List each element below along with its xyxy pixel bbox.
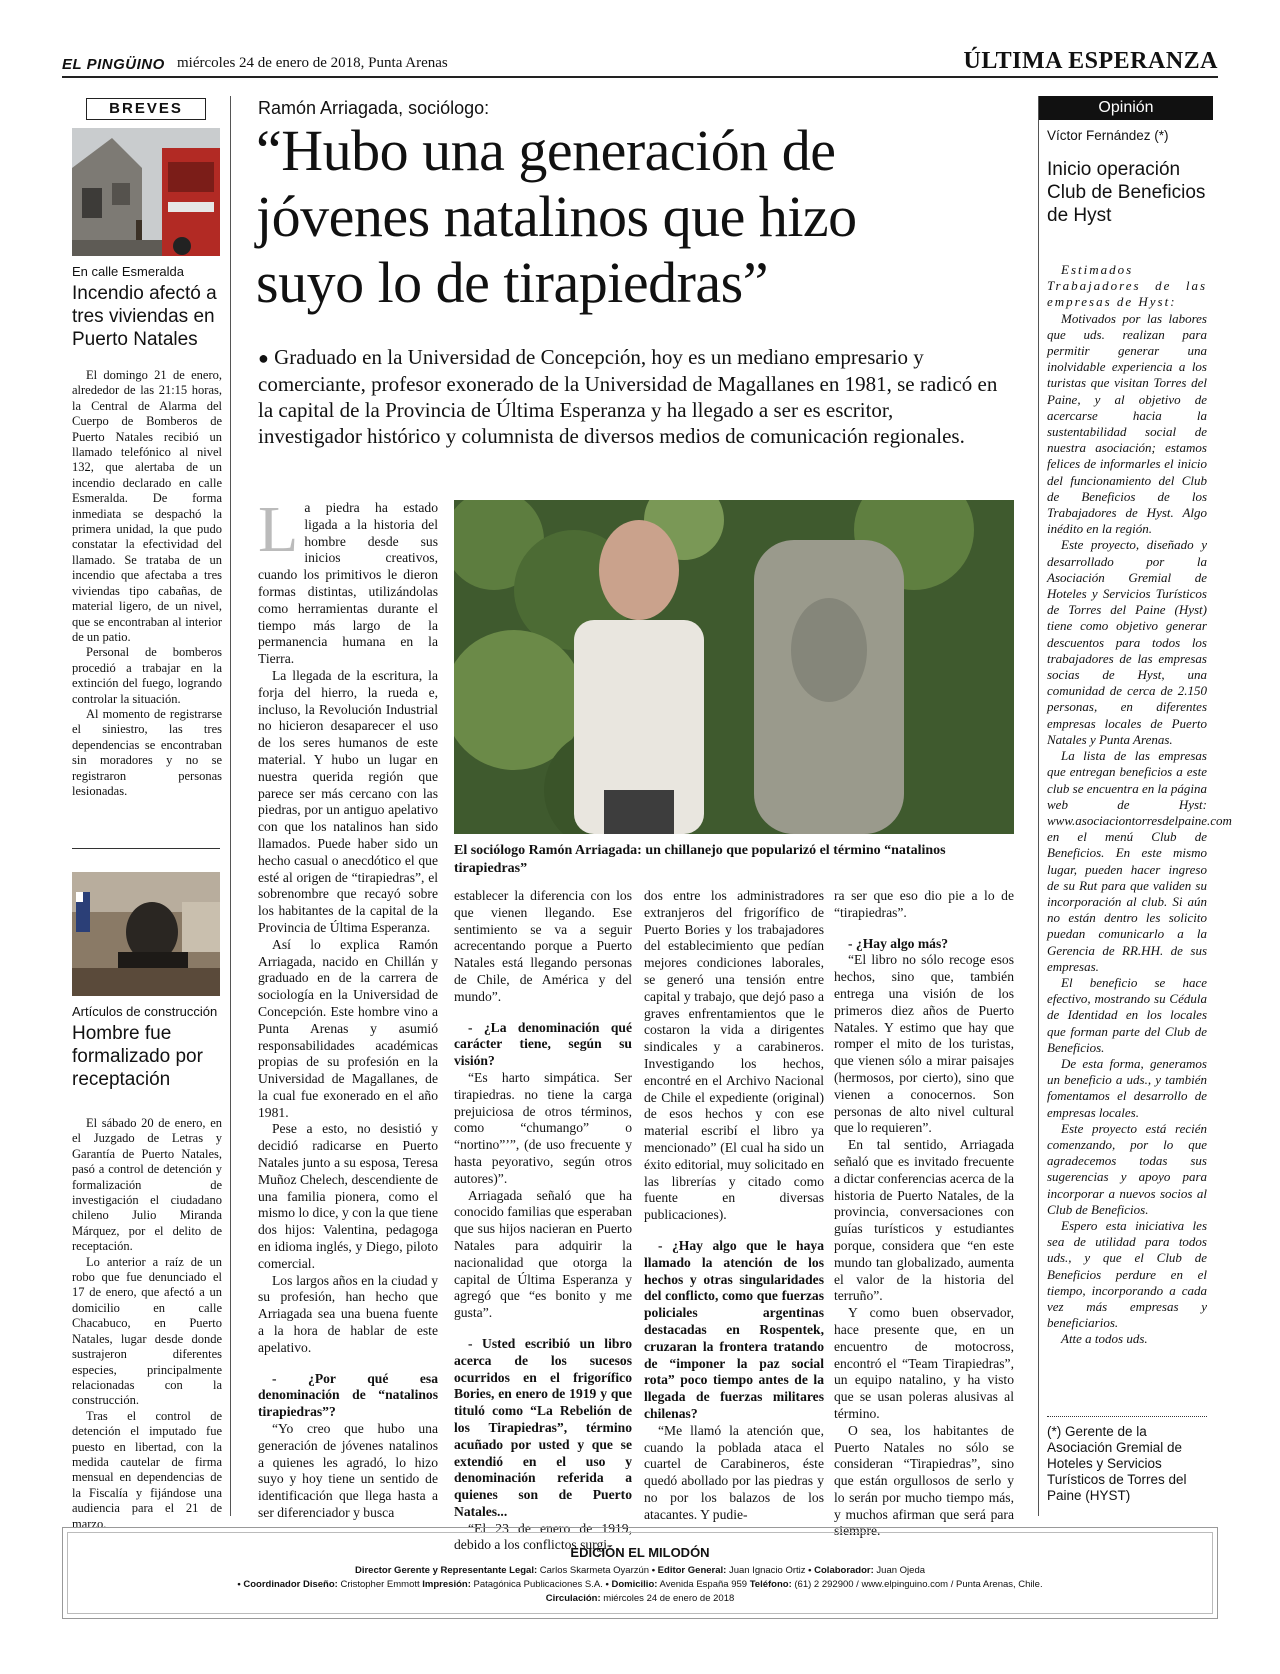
credit-label: Circulación: <box>545 1593 601 1604</box>
article-paragraph: Los largos años en la ciudad y su profesión, han hecho que Arriagada sea una buena fuente a la hora de hablar de este apelativo. <box>258 1272 438 1355</box>
opinion-paragraph: La lista de las empresas que entregan beneficios a este club se encuentra en la página web de Hyst: www.asociaciontorresdelpaine.com en el menú Club de Beneficios. En este mismo lugar, pueden hacer ingreso de su Rut para que validen su incorporación al club. Si aún no están dentro les solicito puedan comunicarlo a la Gerencia de RR.HH. de sus empresas. <box>1047 748 1232 974</box>
credit-label: • Colaborador: <box>808 1565 874 1576</box>
opinion-paragraph: Espero esta iniciativa les sea de utilidad para todos uds., y que el Club de Beneficios perdure en el tiempo, incorporando a cada vez más empresas y beneficiarios. <box>1047 1217 1207 1331</box>
brief1-kicker: En calle Esmeralda <box>72 264 184 279</box>
interview-question: - ¿Hay algo más? <box>848 935 949 951</box>
interview-answer: “Me llamó la atención que, cuando la poblada ataca el cuartel de Carabineros, éste quedó abollado por las piedras y no por los balazos de los atacantes. Y pudie- <box>644 1422 824 1522</box>
newspaper-logo: EL PINGÜINO <box>62 56 165 73</box>
opinion-label: Opinión <box>1039 96 1213 120</box>
credit-value: Cristopher Emmott <box>340 1579 420 1590</box>
article-paragraph: dos entre los administradores extranjeros del frigorífico de Puerto Bories y los trabajadores del establecimiento que pedían mejores condiciones laborales, se generó una tensión entre capital y trabajo, que dejó paso a graves enfrentamientos que le costaron la vida a dirigentes sindicales y a carabineros. Investigando los hechos, encontré en el Archivo Nacional de Chile el expediente (original) de esos hechos y con ese material escribí el libro ya mencionado” (El cual ha sido un éxito editorial, muy solicitado en las librerías y citado como fuente en diversas publicaciones). <box>644 888 824 1223</box>
portrait-image <box>454 500 1014 834</box>
brief2-headline: Hombre fue formalizado por receptación <box>72 1023 203 1090</box>
credits-line-3 <box>68 1593 1212 1604</box>
article-paragraph: En tal sentido, Arriagada señaló que es invitado frecuente a dictar conferencias acerca de la historia de Puerto Natales, de la provincia, conversaciones con guías turísticos y estudiantes porque, considera que “en este mundo tan globalizado, aumenta el valor de la historia del terruño”. <box>834 1137 1014 1304</box>
interview-question: - ¿Hay algo que le haya llamado la atención de los hechos y otras singularidades del conflicto, como que fuerzas policiales argentinas destacadas en Rospentek, cruzaran la frontera tratando de “imponer la paz social rota” poco tiempo antes de la llegada de fuerzas militares chilenas? <box>644 1237 824 1421</box>
dateline: miércoles 24 de enero de 2018, Punta Arenas <box>177 55 448 71</box>
breves-column <box>62 96 231 1531</box>
brief1-headline: Incendio afectó a tres viviendas en Puerto Natales <box>72 283 217 350</box>
divider <box>72 848 220 849</box>
brief2-paragraph: Lo anterior a raíz de un robo que fue denunciado el 17 de enero, que afectó a un domicilio en calle Chacabuco, en Puerto Natales, lugar desde donde sustrajeron diferentes especies, principalmente relacionadas con la construcción. <box>72 1254 222 1408</box>
credits-inner <box>67 1532 1213 1614</box>
credit-value: Carlos Skarmeta Oyarzún <box>539 1565 650 1576</box>
opinion-body <box>1047 262 1232 1348</box>
opinion-paragraph: El beneficio se hace efectivo, mostrando su Cédula de Identidad en los locales que forman parte del Club de Beneficios. <box>1047 974 1207 1055</box>
courtroom-image <box>72 872 220 996</box>
article-paragraph: La llegada de la escritura, la forja del hierro, la rueda e, incluso, la Revolución Industrial no hicieron desaparecer el uso de los seres humanos de este material. Y hubo un lugar en nuestra querida región que parece ser más cercano con las piedras, por un antiguo apelativo con que los natalinos han sido llamados. Puede haber sido un hecho casual o anecdótico el que esté al origen de “tirapiedras”, el sobrenombre que recayó sobre los habitantes de la capital de la Provincia de Última Esperanza. <box>258 667 438 935</box>
credit-value: Patagónica Publicaciones S.A. <box>473 1579 603 1590</box>
courtroom-photo <box>72 872 220 996</box>
credits-line-1 <box>68 1565 1212 1576</box>
deck-text: Graduado en la Universidad de Concepción, hoy es un mediano empresario y comerciante, profesor exonerado de la Universidad de Magallanes en 1981, se radicó en la capital de la Provincia de Última Esperanza y ha llegado a ser es escritor, investigador histórico y columnista de diversos medios de comunicación regionales. <box>258 345 998 448</box>
article-headline: “Hubo una generación de jóvenes natalinos que hizo suyo lo de tirapiedras” <box>256 118 857 315</box>
article-column-4 <box>834 888 1014 1540</box>
opinion-footnote: (*) Gerente de la Asociación Gremial de Hoteles y Servicios Turísticos de Torres del Paine (HYST) <box>1047 1424 1187 1503</box>
article-paragraph: Arriagada señaló que ha conocido familias que esperaban que sus hijos nacieran en Puerto Natales para adquirir la nacionalidad que otorga la capital de Última Esperanza y agregó que “es bonito y me gusta”. <box>454 1187 632 1321</box>
fire-photo <box>72 128 220 256</box>
brief2-body <box>72 1116 222 1532</box>
opinion-paragraph: Este proyecto, diseñado y desarrollado por la Asociación Gremial de Hoteles y Servicios Turísticos de Torres del Paine (Hyst) tiene como objetivo generar descuentos para todos los trabajadores de las empresas socias de Hyst, una comunidad de cerca de 2.150 personas, en diferentes empresas locales de Puerto Natales y Punta Arenas. <box>1047 537 1207 747</box>
opinion-paragraph: Motivados por las labores que uds. realizan para permitir generar una inolvidable experiencia a los turistas que visitan Torres del Paine, y al objetivo de acercarse hacia la sustentabilidad social de nuestra asociación; estamos felices de informarles el inicio del funcionamiento del Club de Beneficios de los Trabajadores de Hyst. Algo inédito en la región. <box>1047 310 1207 537</box>
edition-title: EDICIÓN EL MILODÓN <box>570 1545 710 1560</box>
article-column-2 <box>454 888 632 1554</box>
divider <box>1047 1416 1207 1417</box>
opinion-headline: Inicio operación Club de Beneficios de Hyst <box>1047 159 1206 226</box>
brief2-paragraph: El sábado 20 de enero, en el Juzgado de Letras y Garantía de Puerto Natales, pasó a control de detención y formalización de investigación el ciudadano chileno Julio Miranda Márquez, por el delito de receptación. <box>72 1116 222 1254</box>
brief1-paragraph: Personal de bomberos procedió a trabajar en la extinción del fuego, logrando controlar la situación. <box>72 645 222 706</box>
credit-label: Director Gerente y Representante Legal: <box>354 1565 538 1576</box>
article-paragraph: Así lo explica Ramón Arriagada, nacido en Chillán y graduado en de la carrera de sociología en la Universidad de Concepción. Este hombre vino a Punta Arenas y asumió responsabilidades académicas propias de su profesión en la Universidad de Magallanes, de la cual fue exonerado en el año 1981. <box>258 936 438 1120</box>
interview-answer: “Yo creo que hubo una generación de jóvenes natalinos a quienes les agradó, lo hizo suyo y hoy tiene un sentido de identificación que llega hasta a ser diferenciador y busca <box>258 1421 438 1521</box>
page-header <box>62 48 1218 78</box>
credit-label: • Coordinador Diseño: <box>237 1579 338 1590</box>
interview-answer: “El 23 de enero de 1919, debido a los conflictos surgi- <box>454 1520 632 1553</box>
credit-value: Avenida España 959 <box>659 1579 748 1590</box>
drop-cap: L <box>258 493 299 566</box>
article-paragraph: Y como buen observador, hace presente que, en un encuentro de motocross, encontró el “Team Tirapiedras”, un equipo natalino, y ha visto que se usan poleras alusivas al término. <box>834 1305 1014 1421</box>
article-paragraph: Pese a esto, no desistió y decidió radicarse en Puerto Natales junto a su esposa, Teresa Muñoz Chelech, descendiente de una familia pionera, como el mismo lo dice, y con la que tiene dos hijos: Valentina, pedagoga en idioma inglés, y Diego, piloto comercial. <box>258 1121 438 1271</box>
article-deck <box>258 344 1000 449</box>
interview-question: - ¿La denominación qué carácter tiene, según su visión? <box>454 1019 632 1069</box>
credit-label: • Editor General: <box>651 1565 727 1576</box>
brief1-paragraph: Al momento de registrarse el siniestro, las tres dependencias se encontraban sin moradores y no se registraron personas lesionadas. <box>72 706 222 798</box>
interview-answer: “Es harto simpática. Ser tirapiedras. no tiene la carga prejuiciosa de otros términos, como “chumango” o “nortino”’”, (de uso frecuente y hasta peyorativo, según otros autores)”. <box>454 1069 632 1186</box>
article-paragraph: O sea, los habitantes de Puerto Natales no sólo se consideran “Tirapiedras”, sino que están orgullosos de serlo y lo serán por mucho tiempo más, y muchos afirman que será para siempre. <box>834 1422 1014 1539</box>
interview-question: - Usted escribió un libro acerca de los sucesos ocurridos en el frigorífico Bories, en enero de 1919 y que tituló como “La Rebelión de los Tirapiedras”, término acuñado por usted y que se extendió en el uso y denominación referida a quienes son de Puerto Natales... <box>454 1335 632 1519</box>
photo-caption: El sociólogo Ramón Arriagada: un chillanejo que popularizó el término “natalinos tirapiedras” <box>454 843 946 876</box>
opinion-paragraph: Este proyecto está recién comenzando, por lo que agradecemos todas sus sugerencias y apoyo para incorporar a nuevos socios al Club de Beneficios. <box>1047 1120 1207 1217</box>
credit-value: (61) 2 292900 / www.elpinguino.com / Punta Arenas, Chile. <box>794 1579 1043 1590</box>
interview-question: - ¿Por qué esa denominación de “natalinos tirapiedras”? <box>258 1370 438 1420</box>
section-title: ÚLTIMA ESPERANZA <box>963 48 1218 74</box>
credits-box <box>62 1527 1218 1619</box>
credits-line-2 <box>68 1579 1212 1590</box>
credit-label: Teléfono: <box>749 1579 792 1590</box>
opinion-paragraph: Estimados Trabajadores de las empresas de Hyst: <box>1047 262 1207 310</box>
brief2-paragraph: Tras el control de detención el imputado fue puesto en libertad, con la medida cautelar de firma mensual en dependencias de la Fiscalía y fijándose una audiencia para el 21 de marzo. <box>72 1408 222 1531</box>
breves-label: BREVES <box>86 98 206 120</box>
article-column-1 <box>258 493 438 1522</box>
credit-value: miércoles 24 de enero de 2018 <box>603 1593 735 1604</box>
brief1-body <box>72 368 222 799</box>
bullet-icon: ● <box>258 348 269 368</box>
credit-value: Juan Ojeda <box>876 1565 926 1576</box>
interview-answer: “El libro no sólo recoge esos hechos, sino que, también entrega una visión de los primeros diez años de Puerto Natales. Y estimo que hay que romper el mito de los turistas, que vienen sólo a mirar paisajes (hermosos, por cierto), sino que vienen a conocernos. Son personas de alto nivel cultural que lo requieren”. <box>834 952 1014 1136</box>
article-paragraph: establecer la diferencia con los que vienen llegando. Ese sentimiento se va a seguir acrecentando porque a Puerto Natales está llegando personas de Chile, de América y del mundo”. <box>454 888 632 1004</box>
credit-label: Impresión: <box>422 1579 471 1590</box>
article-kicker: Ramón Arriagada, sociólogo: <box>258 98 490 118</box>
opinion-paragraph: Atte a todos uds. <box>1061 1331 1148 1347</box>
fire-scene-image <box>72 128 220 256</box>
brief1-paragraph: El domingo 21 de enero, alrededor de las 21:15 horas, la Central de Alarma del Cuerpo de Bomberos de Puerto Natales recibió un llamado telefónico al nivel 132, que alertaba de un incendio declarado en calle Esmeralda. De forma inmediata se despachó la primera unidad, la que pudo constatar la efectividad del llamado. Se trataba de un incendio que afectaba a tres viviendas tipo cabañas, de material ligero, de un nivel, que se encontraban al interior de un patio. <box>72 368 222 644</box>
main-photo <box>454 500 1014 834</box>
credit-value: Juan Ignacio Ortiz <box>728 1565 806 1576</box>
credit-label: • Domicilio: <box>605 1579 658 1590</box>
opinion-author: Víctor Fernández (*) <box>1047 128 1169 143</box>
article-paragraph: a piedra ha estado ligada a la historia del hombre desde sus inicios creativos, cuando los primitivos le dieron formas distintas, utilizándolas como herramientas durante el tiempo más largo de la permanencia humana en la Tierra. <box>258 500 438 667</box>
opinion-paragraph: De esta forma, generamos un beneficio a uds., y también fomentamos el desarrollo de empresas locales. <box>1047 1055 1207 1120</box>
article-paragraph: ra ser que eso dio pie a lo de “tirapiedras”. <box>834 888 1014 920</box>
opinion-column <box>1038 96 1232 1516</box>
article-column-3 <box>644 888 824 1523</box>
brief2-kicker: Artículos de construcción <box>72 1004 218 1019</box>
